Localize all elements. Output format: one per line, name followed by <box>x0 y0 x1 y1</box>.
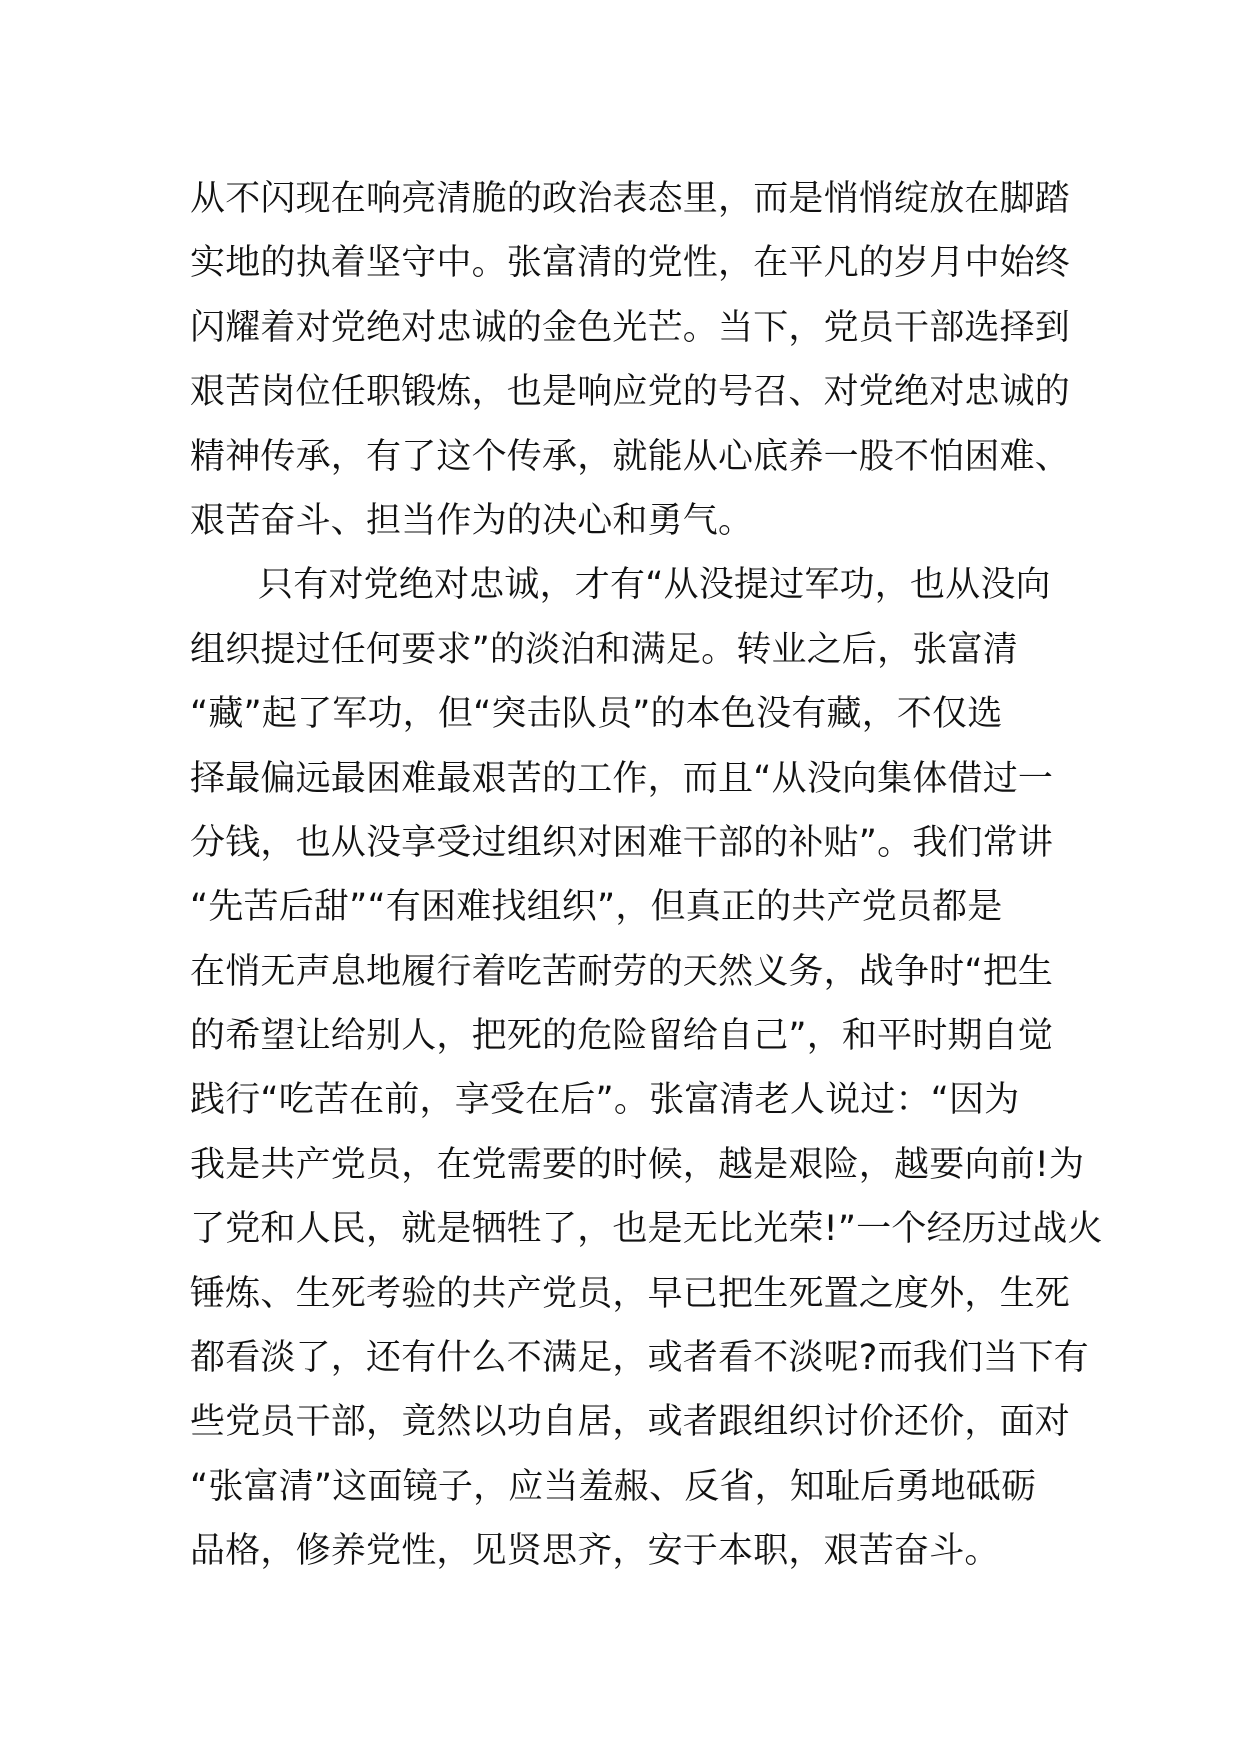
text-line: 品格，修养党性，见贤思齐，安于本职，艰苦奋斗。 <box>190 1531 1000 1572</box>
text-line: “张富清”这面镜子，应当羞赧、反省，知耻后勇地砥砺 <box>190 1466 1037 1507</box>
text-line: 精神传承，有了这个传承，就能从心底养一股不怕困难、 <box>190 436 1071 477</box>
text-line: 分钱，也从没享受过组织对困难干部的补贴”。我们常讲 <box>190 822 1054 863</box>
text-line: 些党员干部，竟然以功自居，或者跟组织讨价还价，面对 <box>190 1402 1071 1443</box>
text-line: 择最偏远最困难最艰苦的工作，而且“从没向集体借过一 <box>190 758 1054 799</box>
text-line: 只有对党绝对忠诚，才有“从没提过军功，也从没向 <box>258 565 1051 606</box>
text-line: 践行“吃苦在前，享受在后”。张富清老人说过：“因为 <box>190 1080 1020 1121</box>
text-line: 我是共产党员，在党需要的时候，越是艰险，越要向前!为 <box>190 1144 1085 1185</box>
text-line: 实地的执着坚守中。张富清的党性，在平凡的岁月中始终 <box>190 243 1071 284</box>
text-line: “藏”起了军功，但“突击队员”的本色没有藏，不仅选 <box>190 694 1003 735</box>
text-line: 艰苦岗位任职锻炼，也是响应党的号召、对党绝对忠诚的 <box>190 372 1071 413</box>
text-line: 闪耀着对党绝对忠诚的金色光芒。当下，党员干部选择到 <box>190 307 1071 348</box>
body-text <box>190 167 1103 1584</box>
text-line: “先苦后甜”“有困难找组织”，但真正的共产党员都是 <box>190 887 1003 928</box>
text-line: 锤炼、生死考验的共产党员，早已把生死置之度外，生死 <box>190 1273 1071 1314</box>
text-line: 组织提过任何要求”的淡泊和满足。转业之后，张富清 <box>190 629 1018 670</box>
text-line: 都看淡了，还有什么不满足，或者看不淡呢?而我们当下有 <box>190 1338 1089 1379</box>
paragraph-1 <box>190 167 1070 553</box>
text-line: 了党和人民，就是牺牲了，也是无比光荣!”一个经历过战火 <box>190 1209 1103 1250</box>
paragraph-2 <box>190 553 1103 1583</box>
text-line: 的希望让给别人，把死的危险留给自己”，和平时期自觉 <box>190 1016 1054 1057</box>
text-line: 艰苦奋斗、担当作为的决心和勇气。 <box>190 500 754 541</box>
text-line: 在悄无声息地履行着吃苦耐劳的天然义务，战争时“把生 <box>190 951 1054 992</box>
text-line: 从不闪现在响亮清脆的政治表态里，而是悄悄绽放在脚踏 <box>190 179 1071 219</box>
